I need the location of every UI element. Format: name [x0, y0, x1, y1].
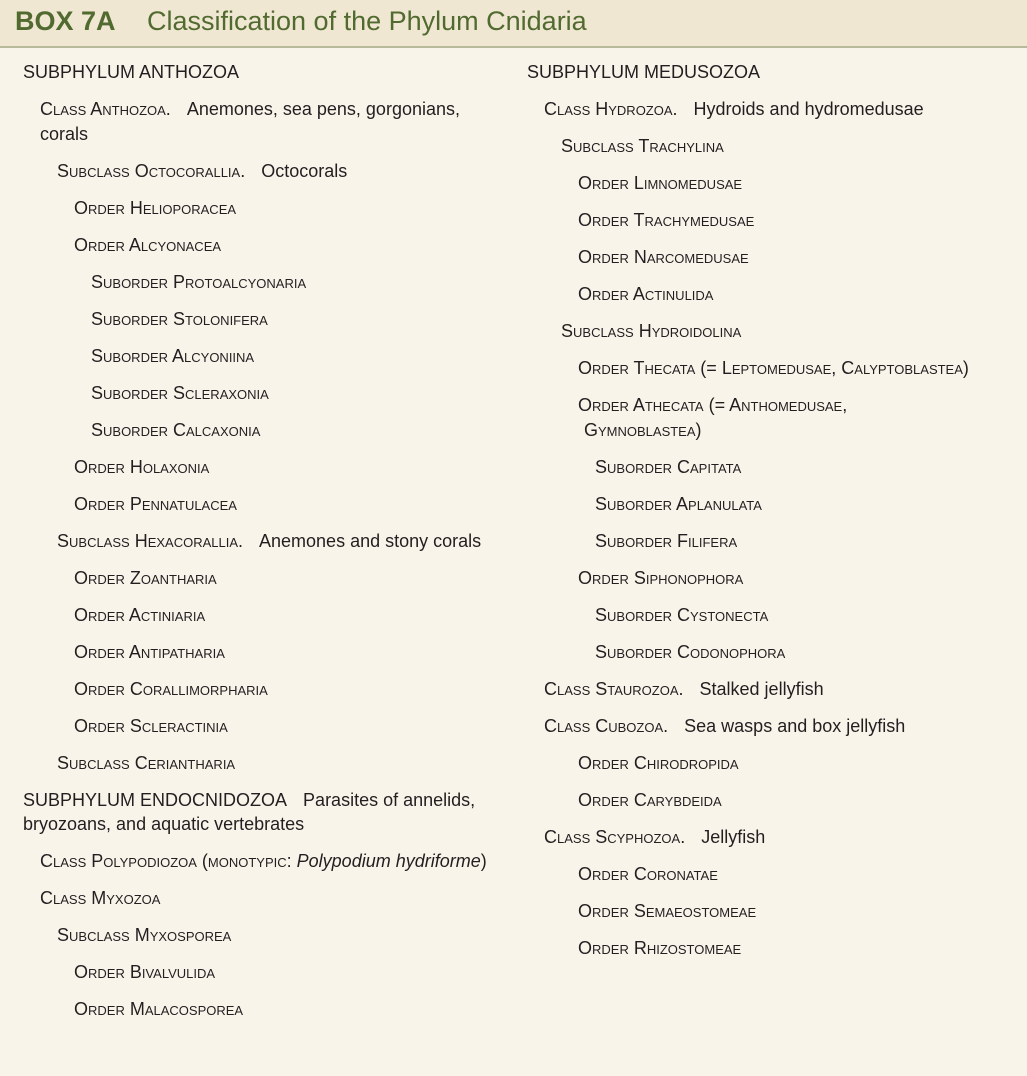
order-scleractinia: Order Scleractinia — [74, 715, 228, 736]
suborder-codonophora: Suborder Codonophora — [595, 641, 786, 662]
suborder-calcaxonia: Suborder Calcaxonia — [91, 419, 261, 440]
order-rhizostomeae: Order Rhizostomeae — [578, 937, 742, 958]
subclass-myxosporea: Subclass Myxosporea — [57, 925, 232, 945]
class-anthozoa: Class Anthozoa. Anemones, sea pens, gorgonians, corals — [40, 99, 460, 144]
order-holaxonia: Order Holaxonia — [74, 456, 210, 477]
order-trachymedusae: Order Trachymedusae — [578, 210, 755, 230]
order-coronatae: Order Coronatae — [578, 863, 718, 884]
class-staurozoa: Class Staurozoa. Stalked jellyfish — [544, 678, 824, 699]
class-cubozoa: Class Cubozoa. Sea wasps and box jellyfish — [544, 715, 906, 736]
subclass-hexacorallia: Subclass Hexacorallia. Anemones and stony corals — [57, 530, 482, 551]
suborder-aplanulata: Suborder Aplanulata — [595, 493, 762, 514]
order-semaeostomeae: Order Semaeostomeae — [578, 900, 757, 921]
order-thecata: Order Thecata (= Leptomedusae, Calyptoblastea) — [578, 358, 969, 378]
left-column — [23, 60, 493, 1034]
suborder-protoalcyonaria: Suborder Protoalcyonaria — [91, 271, 307, 292]
order-antipatharia: Order Antipatharia — [74, 641, 225, 662]
suborder-stolonifera: Suborder Stolonifera — [91, 308, 268, 329]
box-label: BOX 7A — [15, 6, 116, 36]
order-malacosporea: Order Malacosporea — [74, 999, 244, 1019]
subphylum-anthozoa: SUBPHYLUM ANTHOZOA — [23, 62, 240, 82]
subclass-ceriantharia: Subclass Ceriantharia — [57, 752, 236, 773]
order-actiniaria: Order Actiniaria — [74, 604, 206, 625]
class-hydrozoa: Class Hydrozoa. Hydroids and hydromedusae — [544, 99, 924, 119]
subphylum-medusozoa: SUBPHYLUM MEDUSOZOA — [527, 62, 761, 82]
suborder-scleraxonia: Suborder Scleraxonia — [91, 382, 269, 403]
subclass-hydroidolina: Subclass Hydroidolina — [561, 321, 742, 341]
order-corallimorpharia: Order Corallimorpharia — [74, 678, 268, 699]
order-bivalvulida: Order Bivalvulida — [74, 962, 216, 982]
suborder-capitata: Suborder Capitata — [595, 456, 742, 477]
right-column — [527, 60, 1022, 973]
subclass-trachylina: Subclass Trachylina — [561, 136, 724, 156]
class-myxozoa: Class Myxozoa — [40, 888, 161, 908]
order-helioporacea: Order Helioporacea — [74, 197, 237, 218]
order-actinulida: Order Actinulida — [578, 284, 714, 304]
order-alcyonacea: Order Alcyonacea — [74, 234, 222, 255]
class-scyphozoa: Class Scyphozoa. Jellyfish — [544, 826, 766, 847]
order-carybdeida: Order Carybdeida — [578, 789, 722, 810]
suborder-cystonecta: Suborder Cystonecta — [595, 604, 769, 625]
order-limnomedusae: Order Limnomedusae — [578, 173, 743, 193]
box-header — [0, 0, 1027, 48]
order-narcomedusae: Order Narcomedusae — [578, 247, 749, 267]
order-zoantharia: Order Zoantharia — [74, 567, 217, 588]
subclass-octocorallia: Subclass Octocorallia. Octocorals — [57, 160, 348, 181]
order-chirodropida: Order Chirodropida — [578, 752, 739, 773]
class-polypodiozoa: Class Polypodiozoa (monotypic: Polypodium hydriforme) — [40, 851, 487, 871]
order-athecata: Order Athecata (= Anthomedusae, Gymnoblastea) — [578, 395, 848, 440]
order-siphonophora: Order Siphonophora — [578, 567, 744, 588]
box-title: Classification of the Phylum Cnidaria — [147, 6, 587, 36]
subphylum-endocnidozoa: SUBPHYLUM ENDOCNIDOZOA Parasites of annelids, bryozoans, and aquatic vertebrates — [23, 789, 476, 834]
suborder-filifera: Suborder Filifera — [595, 530, 738, 551]
suborder-alcyoniina: Suborder Alcyoniina — [91, 345, 255, 366]
order-pennatulacea: Order Pennatulacea — [74, 493, 237, 514]
